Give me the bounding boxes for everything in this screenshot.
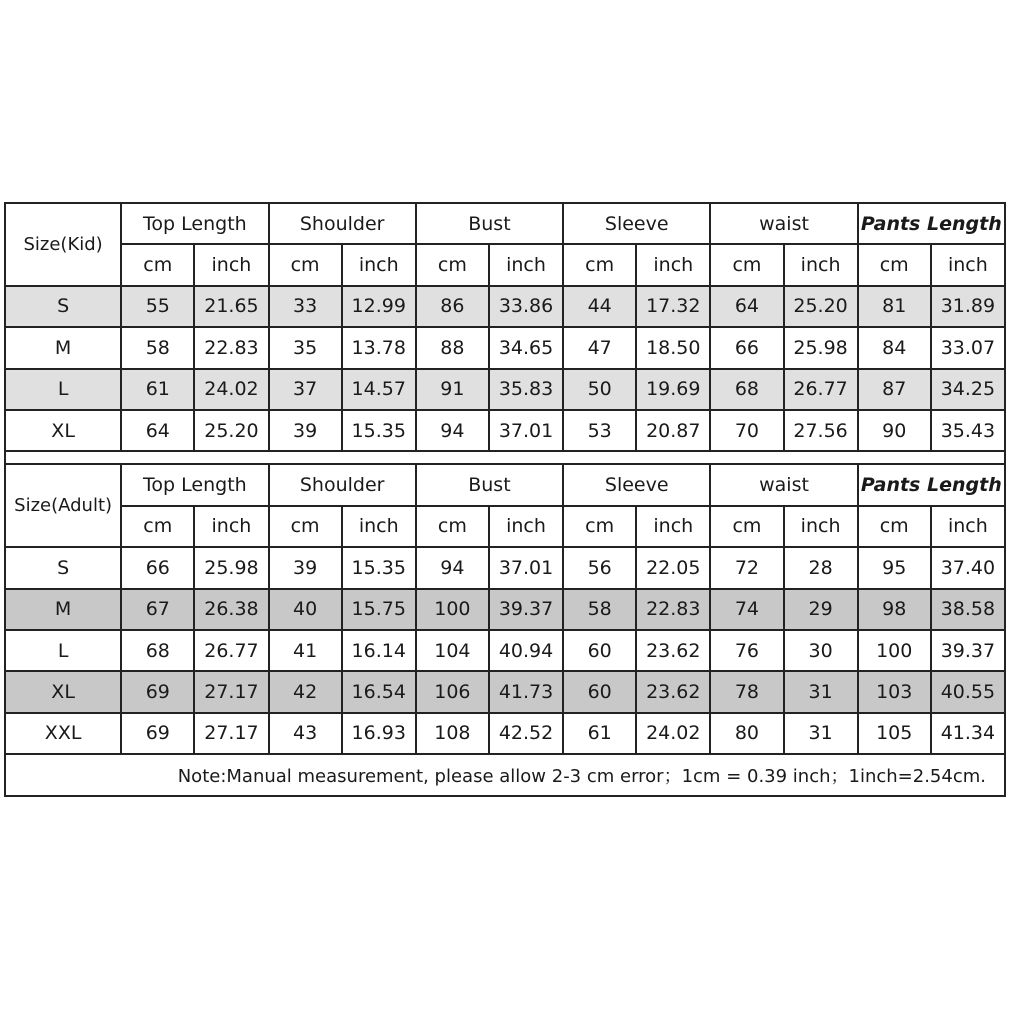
- unit-cm-header: cm: [710, 244, 783, 285]
- waist-cm-cell: 80: [710, 713, 783, 754]
- shoulder-cm-cell: 33: [269, 286, 342, 327]
- section-gap: [5, 451, 1005, 464]
- pants-length-cm-cell: 105: [858, 713, 931, 754]
- bust-cm-cell: 94: [416, 547, 489, 588]
- size-row-l: [5, 630, 1005, 671]
- bust-header: Bust: [416, 464, 563, 505]
- waist-header: waist: [710, 203, 857, 244]
- unit-inch-header: inch: [784, 506, 858, 547]
- pants-length-cm-cell: 100: [858, 630, 931, 671]
- bust-cm-cell: 88: [416, 327, 489, 368]
- bust-cm-cell: 86: [416, 286, 489, 327]
- unit-cm-header: cm: [416, 506, 489, 547]
- size-column-header: Size(Kid): [5, 203, 121, 286]
- unit-cm-header: cm: [858, 244, 931, 285]
- unit-inch-header: inch: [784, 244, 858, 285]
- unit-cm-header: cm: [121, 244, 194, 285]
- shoulder-cm-cell: 43: [269, 713, 342, 754]
- size-label-cell: XXL: [5, 713, 121, 754]
- size-label-cell: S: [5, 547, 121, 588]
- shoulder-inch-cell: 14.57: [342, 369, 416, 410]
- size-row-xxl: [5, 713, 1005, 754]
- waist-inch-cell: 31: [784, 713, 858, 754]
- header-row-measurements: [5, 203, 1005, 244]
- pants-length-inch-cell: 40.55: [931, 671, 1005, 712]
- top-length-inch-cell: 21.65: [194, 286, 268, 327]
- shoulder-inch-cell: 15.35: [342, 547, 416, 588]
- top-length-inch-cell: 25.98: [194, 547, 268, 588]
- unit-inch-header: inch: [342, 506, 416, 547]
- bust-inch-cell: 41.73: [489, 671, 563, 712]
- unit-inch-header: inch: [489, 506, 563, 547]
- bust-cm-cell: 104: [416, 630, 489, 671]
- waist-cm-cell: 78: [710, 671, 783, 712]
- pants-length-cm-cell: 98: [858, 589, 931, 630]
- top-length-inch-cell: 27.17: [194, 713, 268, 754]
- unit-inch-header: inch: [636, 506, 710, 547]
- size-row-m: [5, 589, 1005, 630]
- size-row-m: [5, 327, 1005, 368]
- waist-cm-cell: 76: [710, 630, 783, 671]
- unit-inch-header: inch: [194, 244, 268, 285]
- sleeve-cm-cell: 53: [563, 410, 636, 451]
- size-label-cell: XL: [5, 671, 121, 712]
- sleeve-cm-cell: 60: [563, 630, 636, 671]
- top-length-inch-cell: 24.02: [194, 369, 268, 410]
- size-label-cell: M: [5, 589, 121, 630]
- bust-inch-cell: 34.65: [489, 327, 563, 368]
- waist-inch-cell: 26.77: [784, 369, 858, 410]
- unit-cm-header: cm: [121, 506, 194, 547]
- sleeve-cm-cell: 56: [563, 547, 636, 588]
- kid-size-section: [5, 203, 1005, 451]
- unit-cm-header: cm: [710, 506, 783, 547]
- shoulder-cm-cell: 41: [269, 630, 342, 671]
- sleeve-inch-cell: 22.05: [636, 547, 710, 588]
- top-length-inch-cell: 27.17: [194, 671, 268, 712]
- sleeve-inch-cell: 20.87: [636, 410, 710, 451]
- waist-inch-cell: 29: [784, 589, 858, 630]
- note-row: [5, 754, 1005, 796]
- waist-inch-cell: 27.56: [784, 410, 858, 451]
- waist-cm-cell: 70: [710, 410, 783, 451]
- bust-header: Bust: [416, 203, 563, 244]
- top-length-header: Top Length: [121, 203, 268, 244]
- sleeve-inch-cell: 24.02: [636, 713, 710, 754]
- sleeve-inch-cell: 17.32: [636, 286, 710, 327]
- top-length-cm-cell: 68: [121, 630, 194, 671]
- pants-length-cm-cell: 81: [858, 286, 931, 327]
- unit-cm-header: cm: [416, 244, 489, 285]
- sleeve-inch-cell: 23.62: [636, 671, 710, 712]
- size-chart: [4, 202, 1006, 826]
- sleeve-cm-cell: 58: [563, 589, 636, 630]
- size-label-cell: S: [5, 286, 121, 327]
- size-row-xl: [5, 671, 1005, 712]
- unit-inch-header: inch: [489, 244, 563, 285]
- pants-length-cm-cell: 87: [858, 369, 931, 410]
- size-label-cell: L: [5, 630, 121, 671]
- bust-cm-cell: 100: [416, 589, 489, 630]
- sleeve-inch-cell: 23.62: [636, 630, 710, 671]
- shoulder-header: Shoulder: [269, 203, 416, 244]
- unit-inch-header: inch: [636, 244, 710, 285]
- shoulder-cm-cell: 40: [269, 589, 342, 630]
- size-label-cell: L: [5, 369, 121, 410]
- top-length-cm-cell: 69: [121, 671, 194, 712]
- shoulder-header: Shoulder: [269, 464, 416, 505]
- measurement-note: Note:Manual measurement, please allow 2-3 cm error；1cm = 0.39 inch；1inch=2.54cm.: [5, 754, 1005, 796]
- top-length-inch-cell: 22.83: [194, 327, 268, 368]
- section-gap-row: [5, 451, 1005, 464]
- unit-inch-header: inch: [194, 506, 268, 547]
- shoulder-inch-cell: 15.75: [342, 589, 416, 630]
- size-row-s: [5, 547, 1005, 588]
- waist-inch-cell: 31: [784, 671, 858, 712]
- size-row-xl: [5, 410, 1005, 451]
- sleeve-cm-cell: 47: [563, 327, 636, 368]
- unit-cm-header: cm: [269, 506, 342, 547]
- pants-length-cm-cell: 84: [858, 327, 931, 368]
- sleeve-inch-cell: 22.83: [636, 589, 710, 630]
- bust-inch-cell: 37.01: [489, 410, 563, 451]
- top-length-inch-cell: 26.77: [194, 630, 268, 671]
- pants-length-inch-cell: 34.25: [931, 369, 1005, 410]
- size-row-l: [5, 369, 1005, 410]
- pants-length-header: Pants Length: [858, 203, 1005, 244]
- bust-cm-cell: 106: [416, 671, 489, 712]
- top-length-inch-cell: 26.38: [194, 589, 268, 630]
- waist-inch-cell: 30: [784, 630, 858, 671]
- bust-inch-cell: 35.83: [489, 369, 563, 410]
- sleeve-header: Sleeve: [563, 464, 710, 505]
- size-row-s: [5, 286, 1005, 327]
- unit-cm-header: cm: [563, 506, 636, 547]
- pants-length-inch-cell: 39.37: [931, 630, 1005, 671]
- top-length-cm-cell: 66: [121, 547, 194, 588]
- sleeve-cm-cell: 60: [563, 671, 636, 712]
- pants-length-inch-cell: 33.07: [931, 327, 1005, 368]
- size-label-cell: XL: [5, 410, 121, 451]
- waist-inch-cell: 25.20: [784, 286, 858, 327]
- note-section: [5, 754, 1005, 796]
- shoulder-cm-cell: 42: [269, 671, 342, 712]
- size-chart-table: [4, 202, 1006, 797]
- size-label-cell: M: [5, 327, 121, 368]
- waist-cm-cell: 66: [710, 327, 783, 368]
- pants-length-inch-cell: 38.58: [931, 589, 1005, 630]
- shoulder-inch-cell: 16.14: [342, 630, 416, 671]
- shoulder-inch-cell: 15.35: [342, 410, 416, 451]
- shoulder-cm-cell: 35: [269, 327, 342, 368]
- bust-inch-cell: 37.01: [489, 547, 563, 588]
- waist-cm-cell: 68: [710, 369, 783, 410]
- unit-cm-header: cm: [269, 244, 342, 285]
- pants-length-cm-cell: 90: [858, 410, 931, 451]
- shoulder-inch-cell: 12.99: [342, 286, 416, 327]
- adult-size-section: [5, 464, 1005, 754]
- bust-cm-cell: 94: [416, 410, 489, 451]
- shoulder-cm-cell: 39: [269, 410, 342, 451]
- shoulder-inch-cell: 13.78: [342, 327, 416, 368]
- top-length-cm-cell: 69: [121, 713, 194, 754]
- pants-length-inch-cell: 31.89: [931, 286, 1005, 327]
- sleeve-cm-cell: 50: [563, 369, 636, 410]
- bust-inch-cell: 33.86: [489, 286, 563, 327]
- header-row-units: [5, 506, 1005, 547]
- waist-cm-cell: 74: [710, 589, 783, 630]
- unit-inch-header: inch: [931, 244, 1005, 285]
- waist-inch-cell: 28: [784, 547, 858, 588]
- sleeve-inch-cell: 18.50: [636, 327, 710, 368]
- pants-length-inch-cell: 37.40: [931, 547, 1005, 588]
- top-length-cm-cell: 67: [121, 589, 194, 630]
- pants-length-cm-cell: 95: [858, 547, 931, 588]
- bust-cm-cell: 91: [416, 369, 489, 410]
- pants-length-cm-cell: 103: [858, 671, 931, 712]
- shoulder-inch-cell: 16.93: [342, 713, 416, 754]
- top-length-header: Top Length: [121, 464, 268, 505]
- waist-cm-cell: 64: [710, 286, 783, 327]
- shoulder-cm-cell: 37: [269, 369, 342, 410]
- top-length-inch-cell: 25.20: [194, 410, 268, 451]
- shoulder-cm-cell: 39: [269, 547, 342, 588]
- size-column-header: Size(Adult): [5, 464, 121, 547]
- waist-inch-cell: 25.98: [784, 327, 858, 368]
- section-gap-cell: [5, 451, 1005, 464]
- bust-inch-cell: 40.94: [489, 630, 563, 671]
- waist-header: waist: [710, 464, 857, 505]
- sleeve-header: Sleeve: [563, 203, 710, 244]
- bust-cm-cell: 108: [416, 713, 489, 754]
- top-length-cm-cell: 58: [121, 327, 194, 368]
- top-length-cm-cell: 61: [121, 369, 194, 410]
- top-length-cm-cell: 55: [121, 286, 194, 327]
- unit-inch-header: inch: [342, 244, 416, 285]
- bust-inch-cell: 39.37: [489, 589, 563, 630]
- pants-length-inch-cell: 41.34: [931, 713, 1005, 754]
- unit-cm-header: cm: [858, 506, 931, 547]
- header-row-units: [5, 244, 1005, 285]
- header-row-measurements: [5, 464, 1005, 505]
- sleeve-inch-cell: 19.69: [636, 369, 710, 410]
- pants-length-header: Pants Length: [858, 464, 1005, 505]
- sleeve-cm-cell: 44: [563, 286, 636, 327]
- sleeve-cm-cell: 61: [563, 713, 636, 754]
- pants-length-inch-cell: 35.43: [931, 410, 1005, 451]
- unit-inch-header: inch: [931, 506, 1005, 547]
- top-length-cm-cell: 64: [121, 410, 194, 451]
- waist-cm-cell: 72: [710, 547, 783, 588]
- shoulder-inch-cell: 16.54: [342, 671, 416, 712]
- bust-inch-cell: 42.52: [489, 713, 563, 754]
- unit-cm-header: cm: [563, 244, 636, 285]
